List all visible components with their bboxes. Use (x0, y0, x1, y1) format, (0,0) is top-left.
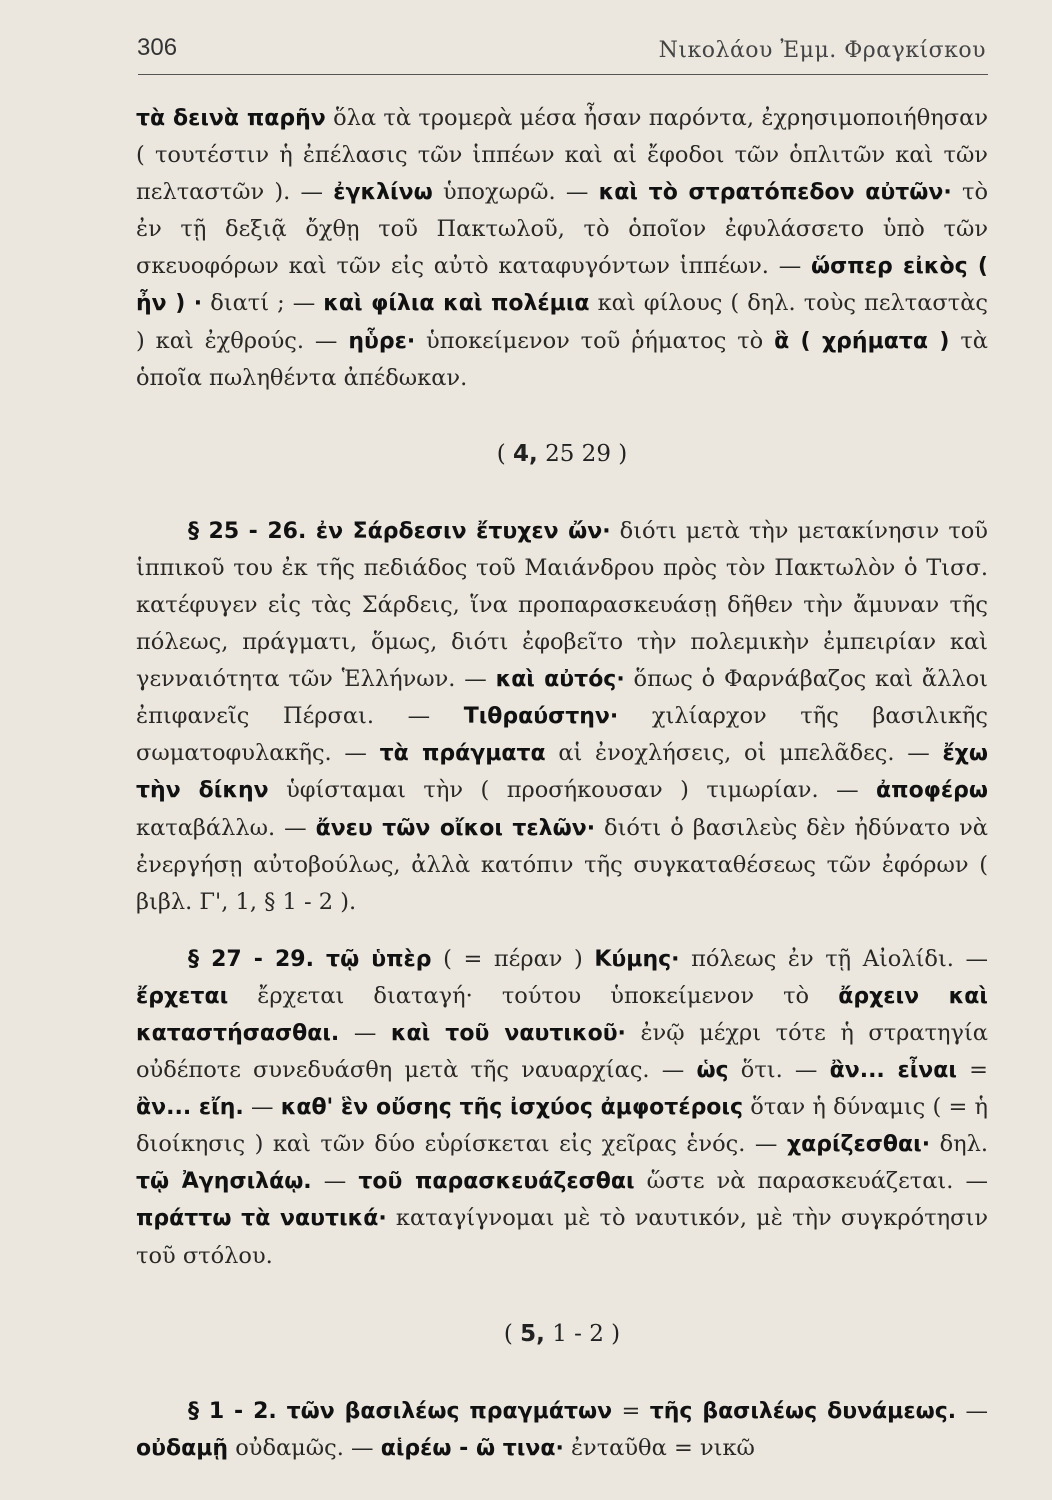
lemma: καὶ αὐτός· (495, 667, 625, 693)
lemma: οὐδαμῇ (136, 1435, 229, 1461)
lemma: ἃ ( χρήματα ) (774, 328, 950, 354)
commentary-paragraph-1 (136, 100, 988, 397)
lemma: τῷ Ἀγησιλάῳ. (136, 1169, 312, 1195)
gloss: διατί ; — (202, 290, 324, 317)
gloss: αἱ ἐνοχλήσεις, οἱ μπελᾶδες. — (545, 740, 943, 767)
lemma: καθ' ἓν οὔσης τῆς ἰσχύος ἀμφοτέροις (280, 1095, 744, 1121)
lemma: ἔρχεται (136, 983, 229, 1009)
lemma: τὰ πράγματα (379, 741, 546, 767)
gloss: ὑποκείμενον τοῦ ῥήματος τὸ (415, 327, 775, 354)
commentary-paragraph-3 (136, 941, 988, 1275)
commentary-paragraph-2 (136, 513, 988, 921)
gloss: πόλεως ἐν τῇ Αἰολίδι. — (679, 945, 988, 972)
lemma: καὶ φίλια καὶ πολέμια (323, 291, 590, 317)
gloss: — (311, 1168, 359, 1195)
gloss: διότι ὁ βασιλεὺς δὲν ἠδύνατο νὰ ἐνεργήσῃ αὐτοβούλως, ἀλλὰ κατόπιν τῆς συγκαταθέσεως τῶν ἐφόρων ( βιβλ. Γ', 1, § 1 - 2 ). (136, 814, 988, 915)
gloss: — (243, 1094, 281, 1121)
ref-chapter: 5, (520, 1320, 545, 1347)
lemma: τοῦ παρασκευάζεσθαι (358, 1169, 635, 1195)
ref-range: 1 - 2 ) (544, 1320, 621, 1347)
lemma: καὶ τὸ στρατόπεδον αὐτῶν· (598, 180, 952, 206)
lemma: αἱρέω - ῶ τινα· (380, 1435, 564, 1461)
lemma: ἂν... εἴη. (136, 1095, 244, 1121)
lemma: ἐγκλίνω (333, 180, 433, 206)
gloss: καὶ φίλους ( δηλ. τοὺς πελταστὰς ) καὶ ἐχθρούς. — (136, 290, 988, 354)
ref-open: ( (503, 1320, 521, 1347)
lemma: § 25 - 26. ἐν Σάρδεσιν ἔτυχεν ὤν· (188, 518, 611, 544)
lemma: καὶ τοῦ ναυτικοῦ· (390, 1020, 626, 1046)
gloss: ὅτι. — (728, 1057, 830, 1084)
gloss: οὐδαμῶς. — (228, 1434, 381, 1461)
gloss: = (612, 1397, 650, 1424)
ref-open: ( (496, 440, 514, 467)
lemma: § 27 - 29. τῷ ὑπὲρ (188, 946, 432, 972)
gloss: — (956, 1397, 988, 1424)
gloss: ( = πέραν ) (431, 945, 595, 972)
gloss: τὸ ἐν τῇ δεξιᾷ ὄχθῃ τοῦ Πακτωλοῦ, τὸ ὁποῖον ἐφυλάσσετο ὑπὸ τῶν σκευοφόρων καὶ τῶν εἰς αὐτὸ καταφυγόντων ἱππέων. — (136, 179, 988, 280)
lemma: ἀποφέρω (876, 778, 989, 804)
lemma: Κύμης· (594, 946, 680, 972)
lemma: ὥσπερ εἰκὸς ( ἦν ) · (136, 254, 988, 317)
gloss: ἐνῷ μέχρι τότε ἡ στρατηγία οὐδέποτε συνεδυάσθη μετὰ τῆς ναυαρχίας. — (136, 1019, 988, 1084)
lemma: ἔχω τὴν δίκην (136, 741, 988, 804)
header-rule (138, 74, 988, 75)
gloss: ὅταν ἡ δύναμις ( = ἡ διοίκησις ) καὶ τῶν δύο εὑρίσκεται εἰς χεῖρας ἑνός. — (136, 1094, 989, 1158)
lemma: ὡς (696, 1058, 729, 1084)
gloss: καταβάλλω. — (136, 814, 316, 841)
gloss: διότι μετὰ τὴν μετακίνησιν τοῦ ἱππικοῦ του ἐκ τῆς πεδιάδος τοῦ Μαιάνδρου πρὸς τὸν Πακτωλὸν ὁ Τισσ. κατέφυγεν εἰς τὰς Σάρδεις, ἵνα προπαρασκευάσῃ δῆθεν τὴν ἄμυναν τῆς πόλεως, πράγματι, ὅμως, διότι ἐφοβεῖτο τὴν πολεμικὴν ἐμπειρίαν καὶ γενναιότητα τῶν Ἑλλήνων. — (136, 517, 988, 693)
ref-range: 25 29 ) (537, 440, 628, 467)
lemma: πράττω τὰ ναυτικά· (136, 1206, 387, 1232)
lemma: ἄνευ τῶν οἴκοι τελῶν· (315, 815, 596, 841)
lemma: § 1 - 2. τῶν βασιλέως πραγμάτων (188, 1398, 613, 1424)
gloss: καταγίγνομαι μὲ τὸ ναυτικόν, μὲ τὴν συγκρότησιν τοῦ στόλου. (136, 1205, 988, 1269)
gloss: ὑφίσταμαι τὴν ( προσήκουσαν ) τιμωρίαν. — (268, 777, 877, 804)
gloss: — (339, 1019, 391, 1046)
gloss: ἔρχεται διαταγή· τούτου ὑποκείμενον τὸ (228, 982, 839, 1009)
gloss: ὥστε νὰ παρασκευάζεται. — (634, 1168, 988, 1195)
lemma: τῆς βασιλέως δυνάμεως. (649, 1398, 957, 1424)
page-number: 306 (137, 34, 178, 61)
gloss: δηλ. (930, 1131, 989, 1158)
running-head: Νικολάου Ἐμμ. Φραγκίσκου (658, 38, 986, 63)
lemma: ηὗρε· (348, 328, 416, 354)
section-reference-1 (136, 417, 988, 491)
gloss: ἐνταῦθα = νικῶ (563, 1434, 755, 1461)
ref-chapter: 4, (513, 440, 538, 467)
page-body (136, 100, 988, 1467)
lemma: ἄρχειν καὶ καταστήσασθαι. (136, 983, 988, 1046)
gloss: χιλίαρχον τῆς βασιλικῆς σωματοφυλακῆς. — (136, 703, 988, 767)
gloss: ὅλα τὰ τρομερὰ μέσα ἦσαν παρόντα, ἐχρησιμοποιήθησαν ( τουτέστιν ἡ ἐπέλασις τῶν ἱππέων καὶ αἱ ἔφοδοι τῶν ὁπλιτῶν καὶ τῶν πελταστῶν ). — (136, 105, 989, 206)
gloss: = (956, 1057, 988, 1084)
lemma: ἂν... εἶναι (829, 1058, 957, 1084)
gloss: ὑποχωρῶ. — (432, 179, 599, 206)
lemma: Τιθραύστην· (463, 704, 619, 730)
gloss: τὰ ὁποῖα πωληθέντα ἀπέδωκαν. (136, 327, 988, 391)
section-reference-2 (136, 1297, 988, 1371)
lemma: τὰ δεινὰ παρῆν (136, 106, 326, 131)
page-header (0, 0, 1052, 80)
gloss: ὅπως ὁ Φαρνάβαζος καὶ ἄλλοι ἐπιφανεῖς Πέρσαι. — (136, 666, 988, 730)
lemma: χαρίζεσθαι· (786, 1132, 931, 1158)
commentary-paragraph-4 (136, 1393, 988, 1467)
